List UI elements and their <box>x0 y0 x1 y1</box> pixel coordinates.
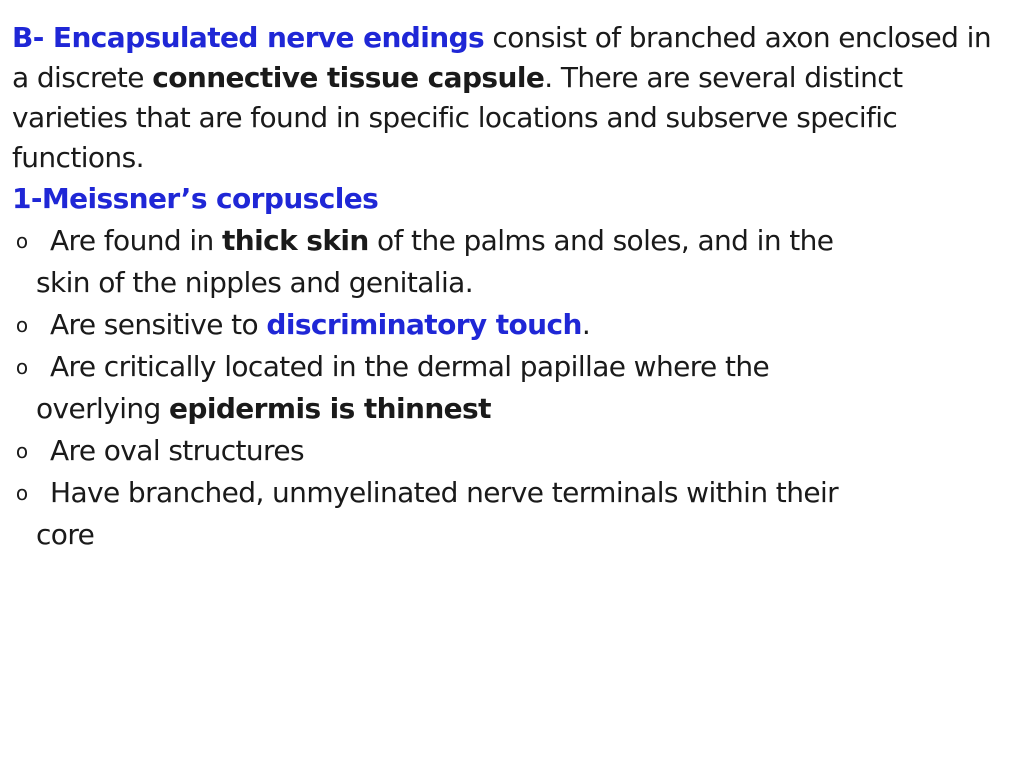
intro-heading: B- Encapsulated nerve endings <box>12 21 485 54</box>
bullet-2-pre: Are sensitive to <box>50 308 267 341</box>
bullet-3-continuation <box>36 388 1010 430</box>
bullet-3-pre: Are critically located in the dermal papillae where the <box>50 350 770 383</box>
bullet-item-oval-structures <box>12 430 1010 472</box>
bullet-list <box>12 220 1010 556</box>
bullet-4-pre: Are oval structures <box>50 434 304 467</box>
bullet-item-dermal-papillae <box>12 346 1010 430</box>
bullet-1-bold: thick skin <box>221 224 369 257</box>
bullet-item-discriminatory-touch <box>12 304 1010 346</box>
section-title: 1-Meissner’s corpuscles <box>12 182 379 215</box>
bullet-1-pre: Are found in <box>50 224 222 257</box>
bullet-marker-icon <box>12 346 32 388</box>
bullet-3-tail-bold: epidermis is thinnest <box>169 392 491 425</box>
bullet-2-post: . <box>581 308 591 341</box>
intro-text-2: . There are several distinct varieties that are found in specific locations and subserve specific functions. <box>12 61 903 174</box>
bullet-3-tail-pre: overlying <box>36 392 169 425</box>
bullet-2-highlight: discriminatory touch <box>266 308 582 341</box>
bullet-marker-icon <box>12 220 32 262</box>
bullet-item-nerve-terminals <box>12 472 1010 556</box>
bullet-5-continuation: core <box>36 518 95 551</box>
bullet-1-post: of the palms and soles, and in the <box>368 224 834 257</box>
bullet-marker-icon <box>12 472 32 514</box>
bullet-marker-icon <box>12 430 32 472</box>
bullet-5-pre: Have branched, unmyelinated nerve terminals within their <box>50 476 839 509</box>
bullet-1-continuation: skin of the nipples and genitalia. <box>36 266 473 299</box>
intro-paragraph <box>12 18 1010 178</box>
intro-bold-term: connective tissue capsule <box>152 61 545 94</box>
bullet-marker-icon <box>12 304 32 346</box>
intro-text-1: consist of branched axon enclosed in a discrete <box>12 21 991 94</box>
bullet-item-thick-skin <box>12 220 1010 304</box>
